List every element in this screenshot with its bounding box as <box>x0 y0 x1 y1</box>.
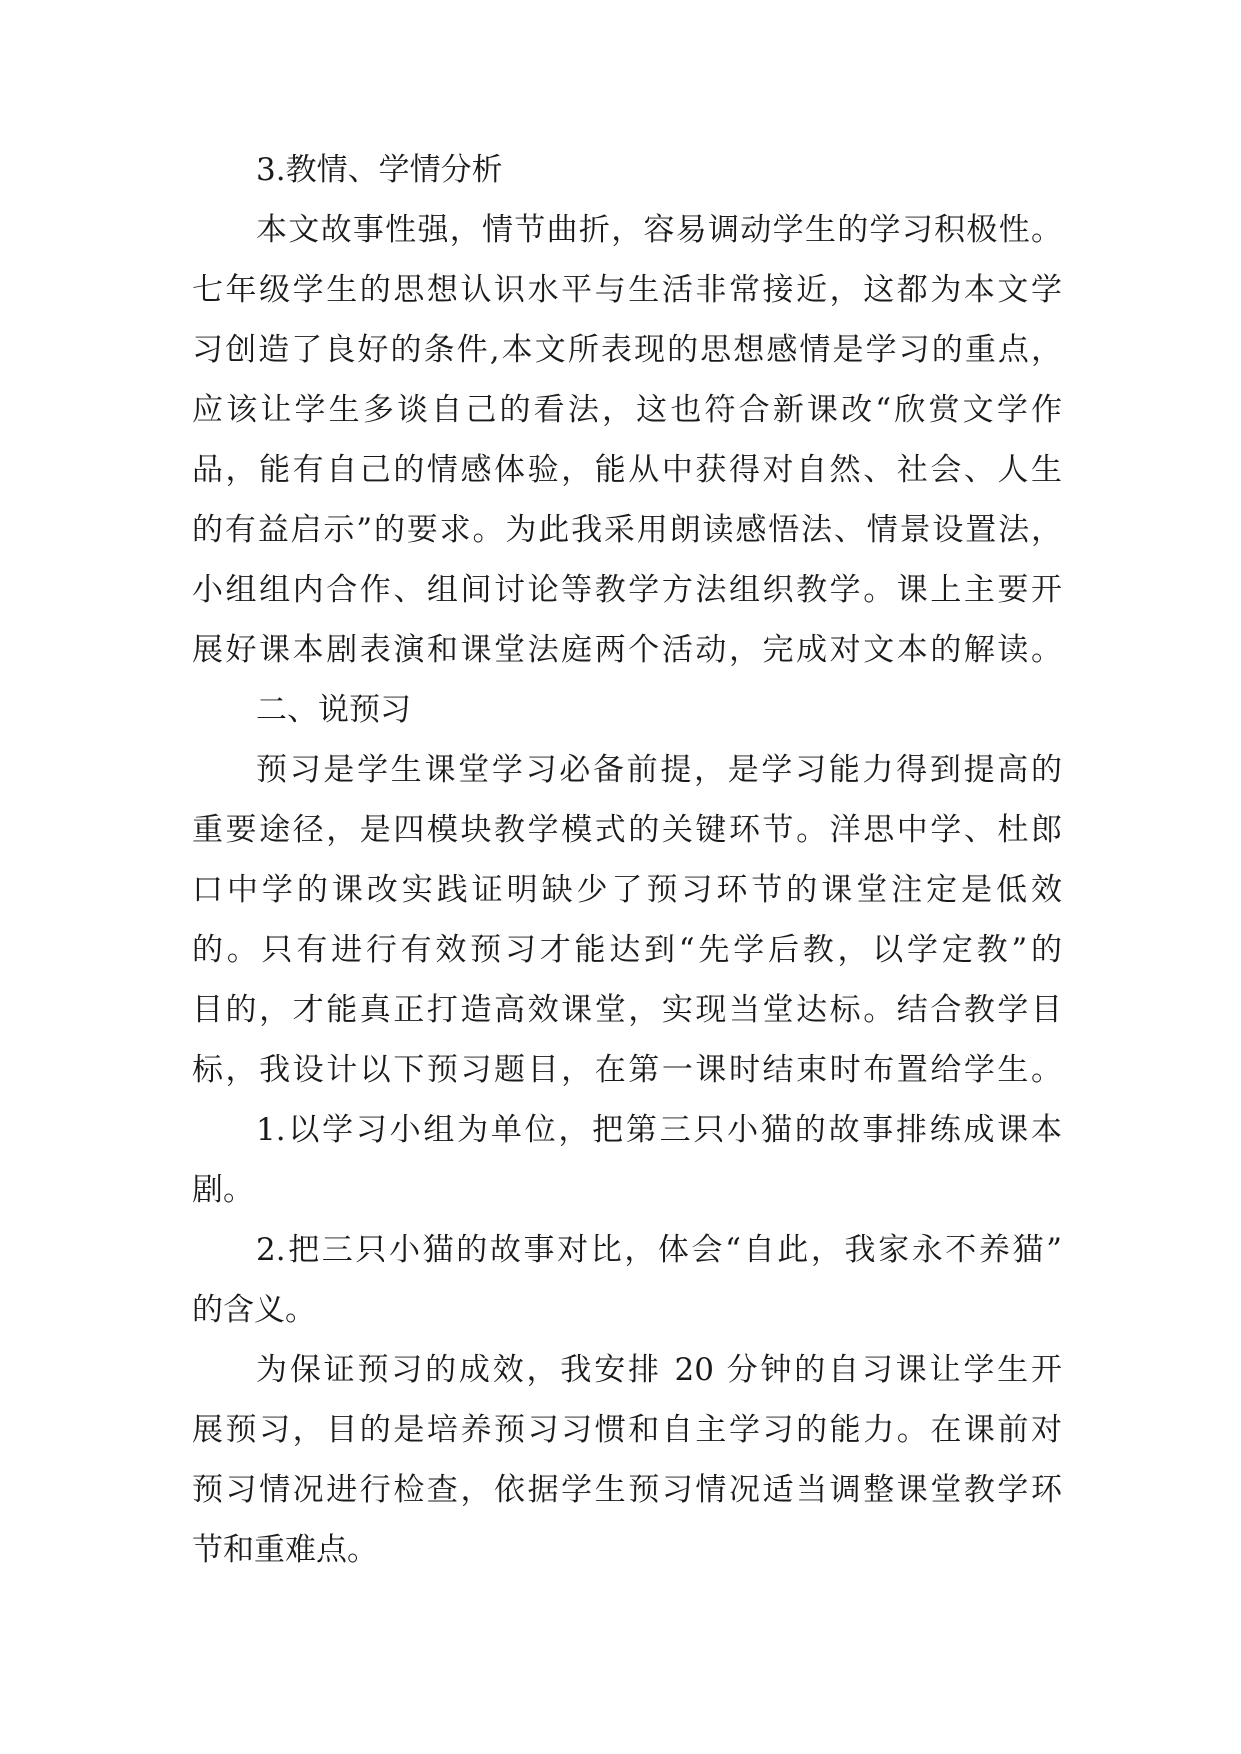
paragraph-line: 2.把三只小猫的故事对比，体会“自此，我家永不养猫” <box>256 1232 1062 1268</box>
paragraph-line: 展预习，目的是培养预习习惯和自主学习的能力。在课前对 <box>192 1412 1062 1448</box>
document-body <box>192 150 1062 1590</box>
preview-item-2 <box>192 1230 1062 1331</box>
paragraph-teaching-analysis <box>192 210 1062 671</box>
paragraph-line: 品，能有自己的情感体验，能从中获得对自然、社会、人生 <box>192 452 1062 488</box>
paragraph-line: 本文故事性强，情节曲折，容易调动学生的学习积极性。 <box>256 212 1062 248</box>
paragraph-line: 口中学的课改实践证明缺少了预习环节的课堂注定是低效 <box>192 872 1062 908</box>
paragraph-line: 的含义。 <box>192 1292 316 1328</box>
section-heading-teaching-analysis: 3.教情、学情分析 <box>256 152 503 188</box>
paragraph-line: 习创造了良好的条件,本文所表现的思想感情是学习的重点， <box>192 332 1062 368</box>
paragraph-line: 应该让学生多谈自己的看法，这也符合新课改“欣赏文学作 <box>192 392 1062 428</box>
preview-item-1 <box>192 1110 1062 1211</box>
paragraph-line: 七年级学生的思想认识水平与生活非常接近，这都为本文学 <box>192 272 1062 308</box>
paragraph-preview-closing <box>192 1350 1062 1571</box>
paragraph-line: 展好课本剧表演和课堂法庭两个活动，完成对文本的解读。 <box>192 632 1062 668</box>
paragraph-line: 预习情况进行检查，依据学生预习情况适当调整课堂教学环 <box>192 1472 1062 1508</box>
paragraph-line: 的有益启示”的要求。为此我采用朗读感悟法、情景设置法， <box>192 512 1062 548</box>
paragraph-line: 预习是学生课堂学习必备前提，是学习能力得到提高的 <box>256 752 1062 788</box>
paragraph-line: 标，我设计以下预习题目，在第一课时结束时布置给学生。 <box>192 1052 1062 1088</box>
paragraph-line: 重要途径，是四模块教学模式的关键环节。洋思中学、杜郎 <box>192 812 1062 848</box>
section-heading-preview: 二、说预习 <box>256 692 411 728</box>
paragraph-line: 的。只有进行有效预习才能达到“先学后教，以学定教”的 <box>192 932 1062 968</box>
paragraph-line: 目的，才能真正打造高效课堂，实现当堂达标。结合教学目 <box>192 992 1062 1028</box>
paragraph-preview-intro <box>192 750 1062 1091</box>
paragraph-line: 节和重难点。 <box>192 1532 378 1568</box>
paragraph-line: 为保证预习的成效，我安排 20 分钟的自习课让学生开 <box>256 1352 1062 1388</box>
paragraph-line: 剧。 <box>192 1172 254 1208</box>
paragraph-line: 小组组内合作、组间讨论等教学方法组织教学。课上主要开 <box>192 572 1062 608</box>
paragraph-line: 1.以学习小组为单位，把第三只小猫的故事排练成课本 <box>256 1112 1062 1148</box>
